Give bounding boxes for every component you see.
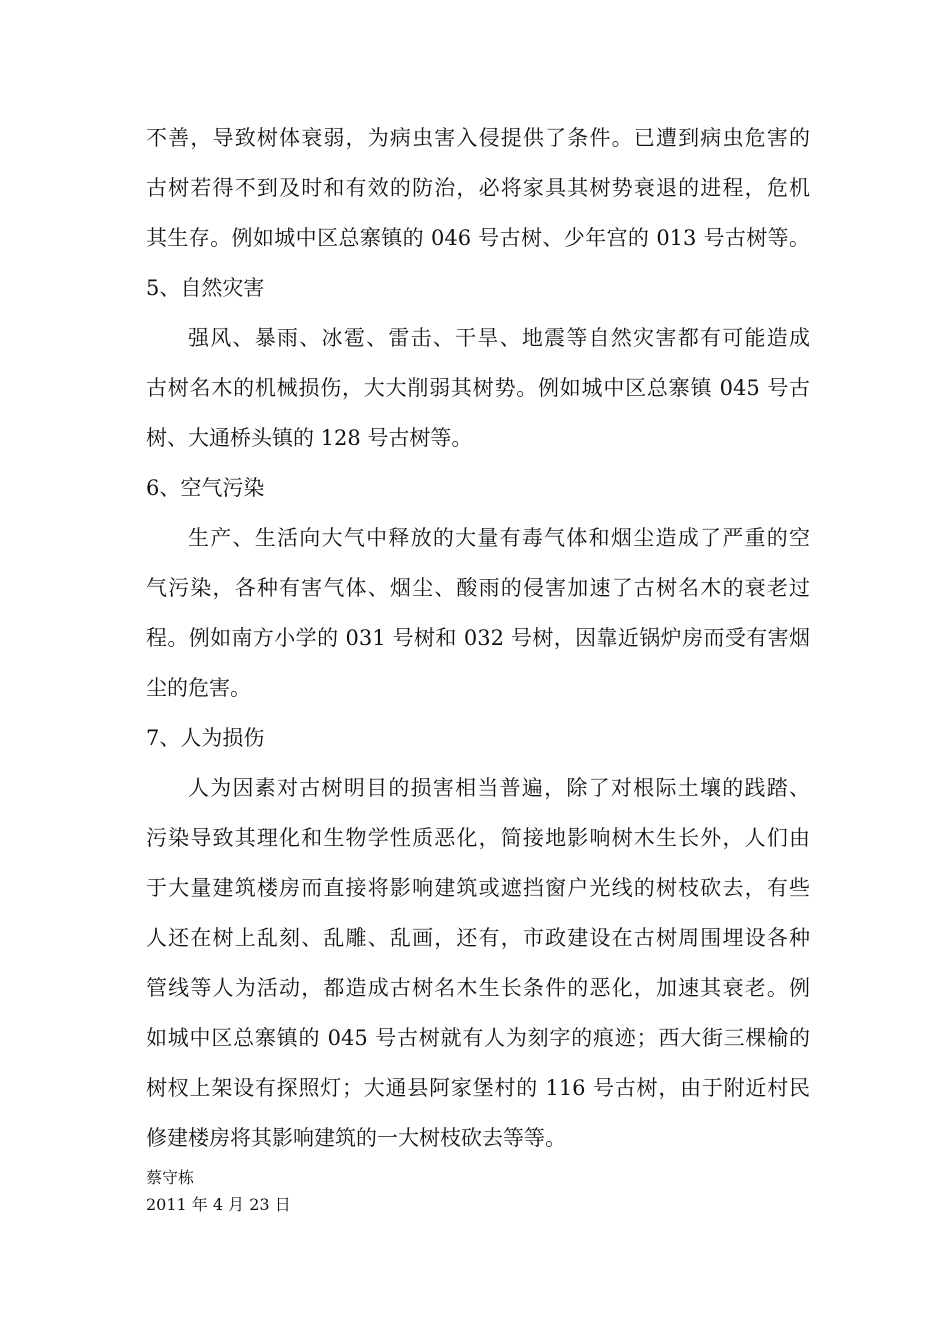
paragraph-line: 其生存。例如城中区总寨镇的 046 号古树、少年宫的 013 号古树等。 xyxy=(146,226,810,250)
document-body xyxy=(146,113,810,1217)
section-human-damage xyxy=(146,713,810,1163)
section-air-pollution xyxy=(146,463,810,713)
signature-date: 2011 年 4 月 23 日 xyxy=(146,1195,291,1214)
section-natural-disasters xyxy=(146,263,810,463)
intro-paragraph xyxy=(146,113,810,263)
paragraph-line: 管线等人为活动，都造成古树名木生长条件的恶化，加速其衰老。例 xyxy=(146,976,810,1000)
paragraph-line: 气污染，各种有害气体、烟尘、酸雨的侵害加速了古树名木的衰老过 xyxy=(146,576,810,600)
paragraph-line: 强风、暴雨、冰雹、雷击、干旱、地震等自然灾害都有可能造成 xyxy=(188,326,810,350)
paragraph-line: 不善，导致树体衰弱，为病虫害入侵提供了条件。已遭到病虫危害的 xyxy=(146,126,810,150)
paragraph-line: 古树若得不到及时和有效的防治，必将家具其树势衰退的进程，危机 xyxy=(146,176,810,200)
signature-block xyxy=(146,1165,810,1217)
section-heading: 5、自然灾害 xyxy=(146,276,265,300)
paragraph-line: 污染导致其理化和生物学性质恶化，简接地影响树木生长外，人们由 xyxy=(146,826,810,850)
author-name: 蔡守栋 xyxy=(146,1168,195,1187)
paragraph-line: 如城中区总寨镇的 045 号古树就有人为刻字的痕迹；西大街三棵榆的 xyxy=(146,1026,810,1050)
paragraph-line: 树、大通桥头镇的 128 号古树等。 xyxy=(146,426,473,450)
paragraph-line: 人还在树上乱刻、乱雕、乱画，还有，市政建设在古树周围埋设各种 xyxy=(146,926,810,950)
paragraph-line: 人为因素对古树明目的损害相当普遍，除了对根际土壤的践踏、 xyxy=(188,776,810,800)
paragraph-line: 修建楼房将其影响建筑的一大树枝砍去等等。 xyxy=(146,1126,566,1150)
paragraph-line: 古树名木的机械损伤，大大削弱其树势。例如城中区总寨镇 045 号古 xyxy=(146,376,810,400)
section-heading: 7、人为损伤 xyxy=(146,726,265,750)
section-heading: 6、空气污染 xyxy=(146,476,265,500)
paragraph-line: 树杈上架设有探照灯；大通县阿家堡村的 116 号古树，由于附近村民 xyxy=(146,1076,810,1100)
paragraph-line: 尘的危害。 xyxy=(146,676,251,700)
paragraph-line: 程。例如南方小学的 031 号树和 032 号树，因靠近锅炉房而受有害烟 xyxy=(146,626,810,650)
paragraph-line: 于大量建筑楼房而直接将影响建筑或遮挡窗户光线的树枝砍去，有些 xyxy=(146,876,810,900)
paragraph-line: 生产、生活向大气中释放的大量有毒气体和烟尘造成了严重的空 xyxy=(188,526,810,550)
